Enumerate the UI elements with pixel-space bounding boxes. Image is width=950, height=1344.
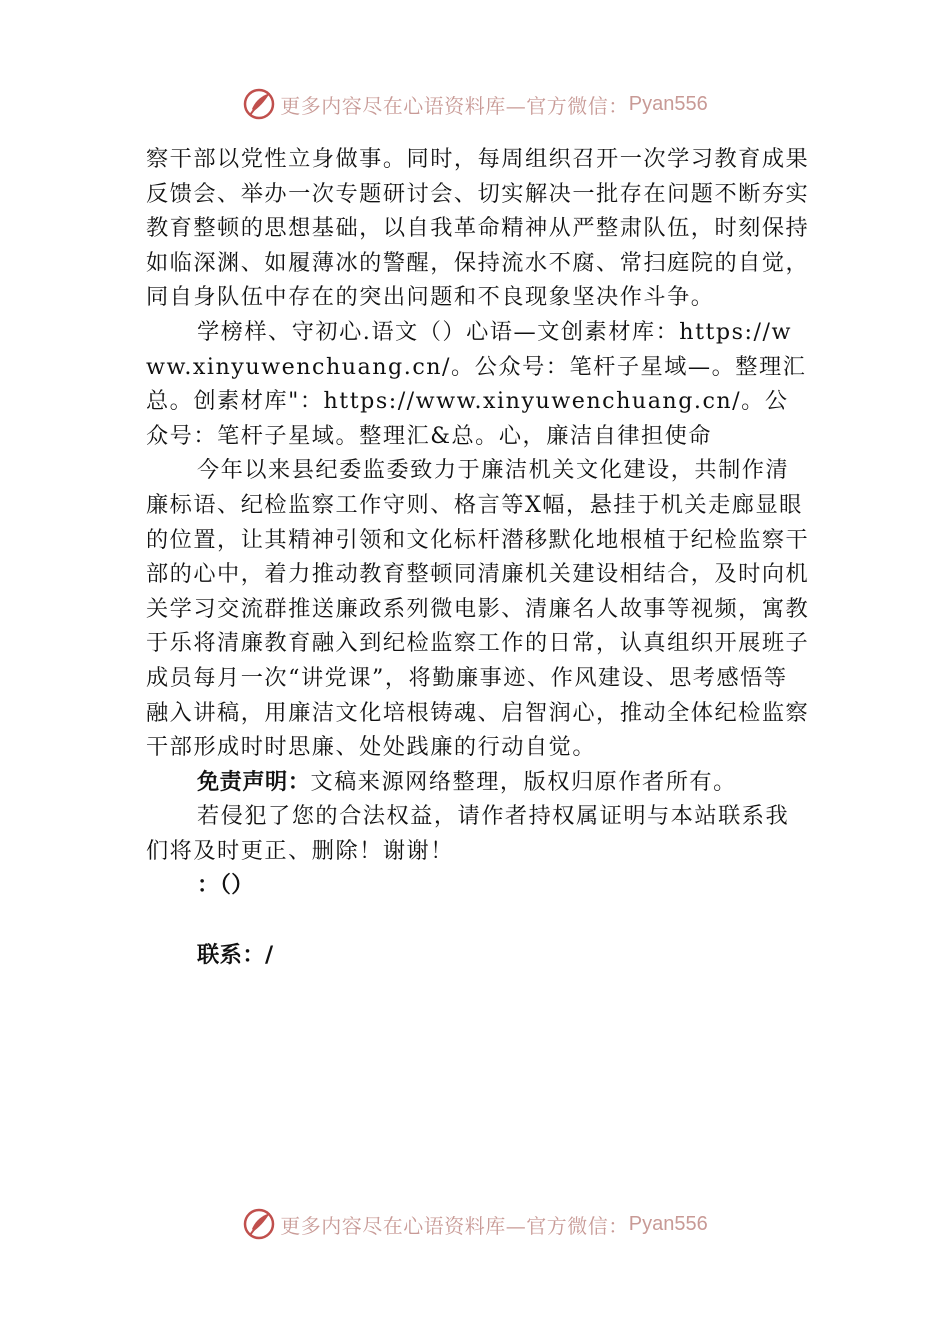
disclaimer-label: 免责声明： <box>197 768 311 795</box>
brand-logo-icon <box>242 87 276 121</box>
footer-banner-text: 更多内容尽在心语资料库—官方微信： <box>280 1213 629 1238</box>
header-banner <box>0 84 950 124</box>
disclaimer-text: 文稿来源网络整理，版权归原作者所有。 <box>310 768 737 795</box>
document-body <box>146 142 810 972</box>
disclaimer <box>146 765 810 800</box>
paragraph-1: 察干部以党性立身做事。同时，每周组织召开一次学习教育成果反馈会、举办一次专题研讨会、切实解决一批存在问题不断夯实教育整顿的思想基础，以自我革命精神从严整肃队伍，时刻保持如临深渊、如履薄冰的警醒，保持流水不腐、常扫庭院的自觉，同自身队伍中存在的突出问题和不良现象坚决作斗争。 <box>146 146 810 311</box>
paragraph-2: 学榜样、守初心.语文（）心语—文创素材库：https://www.xinyuwenchuang.cn/。公众号：笔杆子星域—。整理汇总。创素材库"：https://www.xinyuwenchuang.cn/。公众号：笔杆子星域。整理汇&总。心，廉洁自律担使命 <box>146 318 807 449</box>
disclaimer-line-2: 若侵犯了您的合法权益，请作者持权属证明与本站联系我们将及时更正、删除！谢谢！ <box>146 803 790 864</box>
banner-wechat-id: Pyan556 <box>628 92 708 115</box>
brand-logo-icon <box>242 1207 276 1241</box>
paragraph-3: 今年以来县纪委监委致力于廉洁机关文化建设，共制作清廉标语、纪检监察工作守则、格言等X幅，悬挂于机关走廊显眼的位置，让其精神引领和文化标杆潜移默化地根植于纪检监察干部的心中，着力推动教育整顿同清廉机关建设相结合，及时向机关学习交流群推送廉政系列微电影、清廉名人故事等视频，寓教于乐将清廉教育融入到纪检监察工作的日常，认真组织开展班子成员每月一次“讲党课”，将勤廉事迹、作风建设、思考感悟等融入讲稿，用廉洁文化培根铸魂、启智润心，推动全体纪检监察干部形成时时思廉、处处践廉的行动自觉。 <box>146 457 810 761</box>
blank-line <box>146 903 810 938</box>
footer-banner <box>0 1206 950 1242</box>
footer-wechat-id: Pyan556 <box>628 1212 708 1235</box>
banner-text: 更多内容尽在心语资料库—官方微信： <box>280 93 629 118</box>
contact-line-2: 联系：/ <box>197 941 274 968</box>
contact-line-1: ：（） <box>197 872 254 899</box>
